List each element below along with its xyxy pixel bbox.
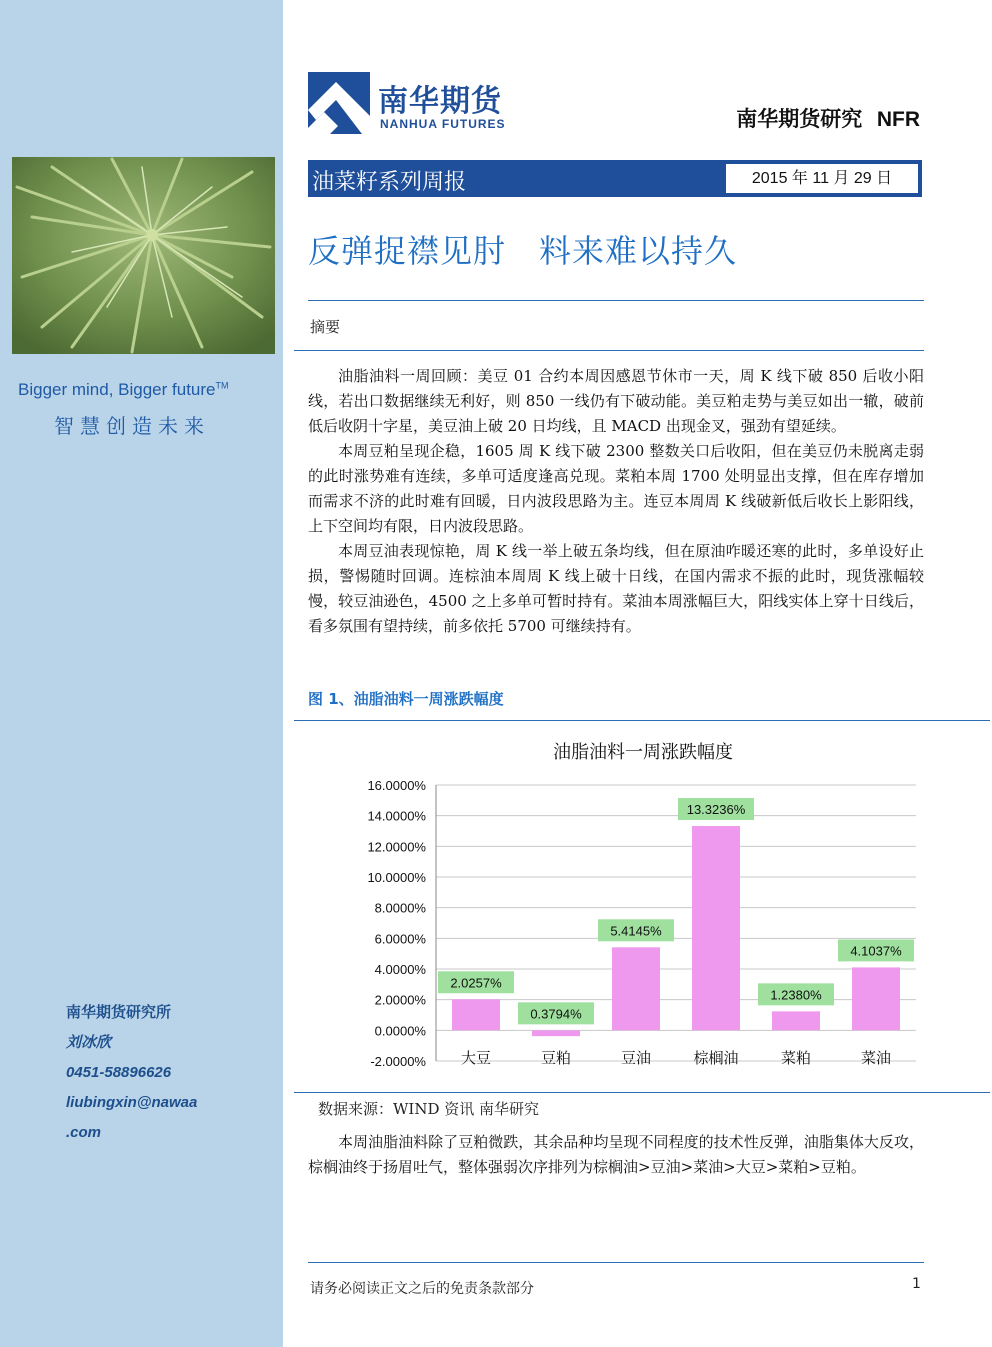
data-label: 13.3236% — [686, 802, 746, 818]
page-number: 1 — [912, 1276, 921, 1292]
contact-org: 南华期货研究所 — [66, 1004, 172, 1021]
contact-author: 刘冰欣 — [66, 1034, 112, 1051]
data-label: 1.2380% — [770, 987, 822, 1003]
y-tick-label: -2.0000% — [370, 1054, 426, 1069]
y-tick-label: 10.0000% — [367, 870, 426, 885]
contact-email[interactable]: liubingxin@nawaa .com — [66, 1094, 198, 1141]
x-tick-label: 棕榈油 — [693, 1049, 739, 1067]
y-tick-label: 6.0000% — [374, 931, 426, 947]
footer-divider — [308, 1262, 924, 1263]
divider — [294, 1092, 990, 1093]
x-tick-label: 菜粕 — [780, 1049, 812, 1067]
summary-label: 摘要 — [310, 318, 341, 336]
conclusion-paragraph: 本周油脂油料除了豆粕微跌，其余品种均呈现不同程度的技术性反弹，油脂集体大反攻，棕榈油终于扬眉吐气，整体强弱次序排列为棕榈油>豆油>菜油>大豆>菜粕>豆粕。 — [308, 1133, 924, 1176]
logo-chinese-name: 南华期货 — [378, 84, 502, 119]
contact-block — [66, 998, 197, 1148]
x-tick-label: 豆粕 — [540, 1049, 572, 1067]
bar-chart — [296, 722, 990, 1092]
slogan-chinese: 智慧创造未来 — [54, 414, 210, 438]
x-tick-label: 大豆 — [460, 1049, 492, 1067]
summary-paragraph: 油脂油料一周回顾：美豆 01 合约本周因感恩节休市一天，周 K 线下破 850 后收小阳线，若出口数据继续无利好，则 850 一线仍有下破动能。美豆粕走势与美豆如出一辙，破前低后收阴十字星，美豆油上破 20 日均线，且 MACD 出现金叉，强劲有望延续。 — [308, 367, 924, 435]
rapeseed-photo — [12, 157, 275, 354]
nanhua-logo — [308, 72, 538, 134]
logo-english-name: NANHUA FUTURES — [380, 117, 506, 131]
x-tick-label: 菜油 — [860, 1049, 892, 1067]
data-label: 0.3794% — [530, 1006, 582, 1022]
bar-豆油 — [612, 947, 660, 1030]
y-tick-label: 2.0000% — [374, 992, 426, 1008]
figure-source: 数据来源：WIND 资讯 南华研究 — [318, 1100, 540, 1118]
y-tick-label: 16.0000% — [367, 778, 426, 793]
divider — [308, 300, 924, 301]
data-label: 4.1037% — [850, 943, 902, 959]
figure-caption: 图 1、油脂油料一周涨跌幅度 — [308, 690, 504, 708]
bar-菜粕 — [772, 1011, 820, 1030]
bar-棕榈油 — [692, 826, 740, 1030]
y-tick-label: 4.0000% — [374, 962, 426, 977]
series-title-bar — [308, 160, 922, 197]
conclusion-body — [308, 1130, 924, 1180]
chart-title: 油脂油料一周涨跌幅度 — [553, 742, 733, 763]
footer-disclaimer: 请务必阅读正文之后的免责条款部分 — [310, 1281, 534, 1297]
summary-paragraph: 本周豆油表现惊艳，周 K 线一举上破五条均线，但在原油咋暖还寒的此时，多单设好止损，警惕随时回调。连棕油本周周 K 线上破十日线，在国内需求不振的此时，现货涨幅较慢，较豆油逊色，4500 之上多单可暂时持有。菜油本周涨幅巨大，阳线实体上穿十日线后，看多氛围有望持续，前多依托 5700 可继续持有。 — [308, 542, 924, 635]
divider — [294, 350, 924, 351]
sidebar — [0, 0, 283, 1347]
bar-菜油 — [852, 967, 900, 1030]
series-title: 油菜籽系列周报 — [312, 170, 467, 195]
bar-大豆 — [452, 999, 500, 1030]
x-tick-label: 豆油 — [620, 1049, 652, 1067]
summary-body — [308, 364, 924, 639]
report-date: 2015 年 11 月 29 日 — [726, 164, 918, 193]
y-tick-label: 12.0000% — [367, 839, 426, 855]
summary-paragraph: 本周豆粕呈现企稳，1605 周 K 线下破 2300 整数关口后收阳，但在美豆仍未脱离走弱的此时涨势难有连续，多单可适度逢高兑现。菜粕本周 1700 处明显出支撑，但在库存增加而需求不济的此时难有回暖，日内波段思路为主。连豆本周周 K 线破新低后收长上影阳线，上下空间均有限，日内波段思路。 — [308, 442, 924, 535]
data-label: 2.0257% — [450, 975, 502, 991]
nanhua-logo-icon — [308, 72, 370, 134]
slogan-english: Bigger mind, Bigger future™ — [18, 380, 229, 399]
contact-phone: 0451-58896626 — [66, 1064, 172, 1081]
divider — [294, 720, 990, 721]
data-label: 5.4145% — [610, 923, 662, 939]
y-tick-label: 0.0000% — [374, 1023, 426, 1039]
y-tick-label: 14.0000% — [367, 808, 426, 824]
y-tick-label: 8.0000% — [374, 900, 426, 916]
bar-豆粕 — [532, 1030, 580, 1036]
headline: 反弹捉襟见肘 料来难以持久 — [308, 232, 738, 270]
brand-label: 南华期货研究 NFR — [736, 107, 920, 131]
